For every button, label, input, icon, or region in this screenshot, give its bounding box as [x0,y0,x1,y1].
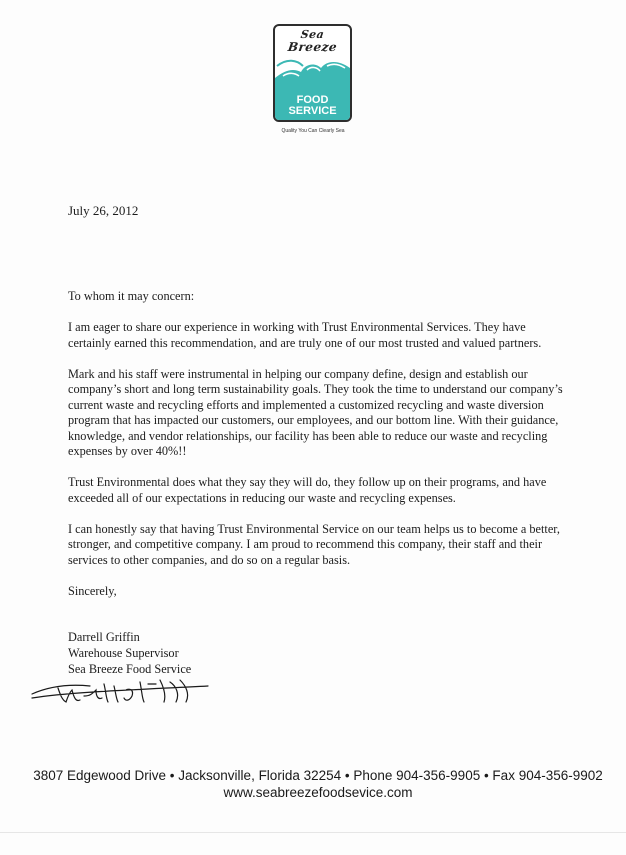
signature-block [68,629,191,677]
signer-title: Warehouse Supervisor [68,646,179,660]
logo-tagline: Quality You Can Clearly Sea [281,128,345,134]
paragraph-1: I am eager to share our experience in working with Trust Environmental Services. They have certainly earned this recommendation, and are truly one of our most trusted and valued partners. [68,320,542,350]
footer-website: www.seabreezefoodsevice.com [223,785,413,800]
logo-breeze-text: Breeze [286,40,339,54]
logo-service-text: SERVICE [288,105,337,117]
letter-body [68,289,568,615]
signer-company: Sea Breeze Food Service [68,662,192,676]
signer-name: Darrell Griffin [68,630,140,644]
logo-sea-text: Sea [299,28,326,41]
letter-date: July 26, 2012 [68,203,139,218]
logo-food-text: FOOD [296,94,329,106]
salutation: To whom it may concern: [68,289,195,303]
footer-address: 3807 Edgewood Drive • Jacksonville, Florida 32254 • Phone 904-356-9905 • Fax 904-356-9902 [33,768,603,783]
paragraph-4: I can honestly say that having Trust Environmental Service on our team helps us to become a better, stronger, and competitive company. I am proud to recommend this company, their staff and their services to other companies, and do so on a regular basis. [68,521,560,567]
sea-breeze-logo [273,24,352,122]
paragraph-2: Mark and his staff were instrumental in helping our company define, design and establish our company’s short and long term sustainability goals. They took the time to understand our company’s current waste and recycling efforts and implemented a customized recycling and waste diversion program that has impacted our customers, our employees, and our bottom line. With their guidance, knowledge, and vendor relationships, our facility has been able to reduce our waste and recycling expenses by over 40%!! [68,366,563,458]
paragraph-3: Trust Environmental does what they say they will do, they follow up on their programs, and have exceeded all of our expectations in reducing our waste and recycling expenses. [68,475,547,505]
closing: Sincerely, [68,583,117,598]
handwritten-signature [30,672,210,708]
